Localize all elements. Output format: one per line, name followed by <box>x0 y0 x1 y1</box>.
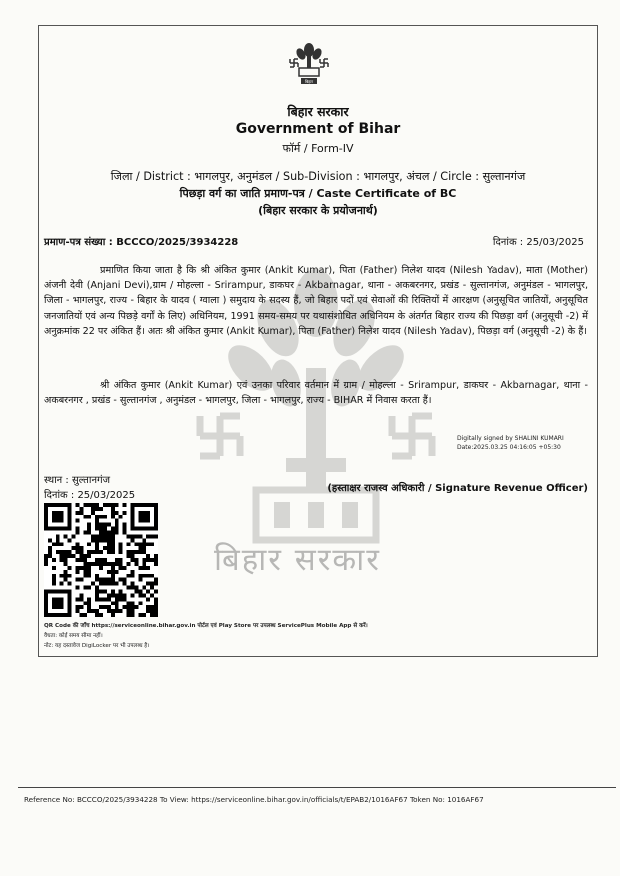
digital-signature-date: Date:2025.03.25 04:16:05 +05:30 <box>457 444 561 451</box>
certificate-title: पिछड़ा वर्ग का जाति प्रमाण-पत्र / Caste Certificate of BC <box>179 187 457 200</box>
footer-divider <box>18 787 616 788</box>
qr-code[interactable] <box>44 503 158 617</box>
form-number: फॉर्म / Form-IV <box>282 142 354 155</box>
residence-paragraph: श्री अंकित कुमार (Ankit Kumar) एवं उनका परिवार वर्तमान में ग्राम / मोहल्ला - Srirampur, डाकघर - Akbarnagar, थाना - अकबरनगर , प्रखंड - सुल्तानगंज , अनुमंडल - भागलपुर, जिला - भागलपुर, राज्य - BIHAR में निवास करता हैं। <box>44 380 588 407</box>
certification-paragraph: प्रमाणित किया जाता है कि श्री अंकित कुमार (Ankit Kumar), पिता (Father) निलेश यादव (Nilesh Yadav), माता (Mother) अंजनी देवी (Anjani Devi),ग्राम / मोहल्ला - Srirampur, डाकघर - Akbarnagar, थाना - अकबरनगर, प्रखंड - सुल्तानगंज, अनुमंडल - भागलपुर, जिला - भागलपुर, राज्य - बिहार के यादव ( ग्वाला ) समुदाय के सदस्य हैं, जो बिहार पदों एवं सेवाओं की रिक्तियों में आरक्षण (अनुसूचित जातियों, अनुसूचित जनजातियों एवं अन्य पिछड़े वर्गों के लिए) अधिनियम, 1991 समय-समय पर यथासंशोधित अधिनियम के अंतर्गत बिहार राज्य की पिछड़ा वर्ग (अनुसूची -2) में अनुक्रमांक 22 पर अंकित हैं। अतः श्री अंकित कुमार (Ankit Kumar), पिता (Father) निलेश यादव (Nilesh Yadav), पिछड़ा वर्ग (अनुसूची -2) के हैं। <box>44 265 588 337</box>
district-line: जिला / District : भागलपुर, अनुमंडल / Sub-Division : भागलपुर, अंचल / Circle : सुल्तानगंज <box>110 170 526 183</box>
bihar-emblem-icon <box>288 41 330 85</box>
digilocker-note: नोट: यह दस्तावेज DigiLocker पर भी उपलब्ध है। <box>44 643 150 649</box>
validity-note: वैधता: कोई समय सीमा नहीं। <box>44 633 103 639</box>
certificate-date: दिनांक : 25/03/2025 <box>492 237 584 248</box>
digital-signature-signer: Digitally signed by SHALINI KUMARI <box>457 435 564 442</box>
issue-date: दिनांक : 25/03/2025 <box>44 490 136 501</box>
certificate-number: प्रमाण-पत्र संख्या : BCCCO/2025/3934228 <box>44 237 239 248</box>
emblem-text: बिहार <box>304 79 314 84</box>
signature-officer: (हस्ताक्षर राजस्व अधिकारी / Signature Revenue Officer) <box>327 483 588 494</box>
watermark-text: बिहार सरकार <box>214 542 381 578</box>
certificate-purpose: (बिहार सरकार के प्रयोजनार्थ) <box>258 204 378 217</box>
qr-verification-note: QR Code की जाँच https://serviceonline.bihar.gov.in पोर्टल एवं Play Store पर उपलब्ध ServicePlus Mobile App से करें। <box>44 623 368 629</box>
government-hindi: बिहार सरकार <box>287 104 349 119</box>
digital-signature <box>457 434 564 452</box>
issue-place: स्थान : सुल्तानगंज <box>44 475 111 486</box>
reference-footer: Reference No: BCCCO/2025/3934228 To View: https://serviceonline.bihar.gov.in/officials/t/EPAB2/1016AF67 Token No: 1016AF67 <box>24 795 484 804</box>
government-title: Government of Bihar <box>235 121 401 137</box>
